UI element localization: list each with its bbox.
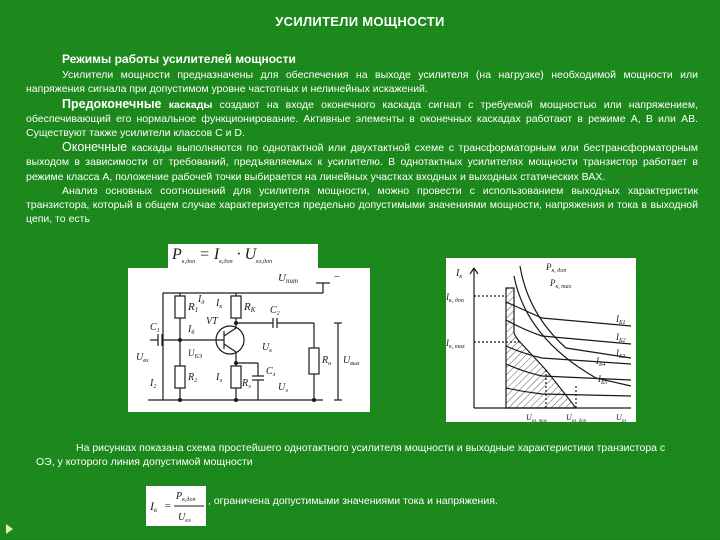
formula-p: P — [172, 246, 182, 263]
graph-label-uke-axis: $U_{кэ}$ — [616, 413, 627, 422]
paragraph-1: Усилители мощности предназначены для обеспечения на выходе усилителя (на нагрузке) необходимой мощности или напряжения сигнала при допустимом уровне частотных и нелинейных искажений. — [26, 69, 698, 96]
formula-u: U — [244, 246, 257, 263]
fb-eq: = — [164, 500, 172, 512]
figure-caption: На рисунках показана схема простейшего однотактного усилителя мощности и выходные характеристики транзистора с ОЭ, у которого линия допустимой мощности — [36, 442, 666, 469]
bottom-note: , ограничена допустимыми значениями тока и напряжения. — [208, 495, 498, 507]
graph-label-ik-max: $I_{к, max}$ — [446, 338, 465, 350]
fb-u: $U_{кэ}$ — [178, 512, 191, 524]
label-ie: $I_э$ — [216, 372, 222, 384]
paragraph-4: Анализ основных соотношений для усилителя мощности, можно провести с использованием выходных характеристик транзистора, который в общем случае характеризуется предельно допустимыми значениями мощности, напряжения и тока в выходной цепи, то есть — [26, 184, 698, 226]
label-r1: R1 — [188, 301, 199, 314]
power-limit-formula: $P_{к,доп} = I_{к,доп} \cdot U_{кэ,доп}$ — [168, 244, 318, 268]
fb-i: Iк — [150, 499, 158, 514]
label-upit: Uпит — [278, 272, 299, 285]
label-r2: $R_2$ — [188, 372, 198, 384]
label-ib: $I_б$ — [188, 324, 195, 336]
graph-label-ib3: $I_{Б3}$ — [616, 348, 626, 360]
output-characteristics-graph — [446, 258, 636, 422]
para2-lead2: каскады — [168, 98, 213, 111]
graph-label-ib2: $I_{Б2}$ — [616, 332, 626, 344]
formula-u-sub: кэ,доп — [256, 259, 273, 266]
label-minus: − — [333, 271, 341, 283]
slide-bullet-icon — [6, 524, 13, 534]
circuit-svg — [128, 268, 370, 412]
formula-i: I — [213, 246, 220, 263]
label-re: $R_э$ — [242, 378, 251, 390]
para2-text: создают на входе оконечного каскада сигнал с требуемой мощностью или напряжением, обеспечивающий его нормальное функционирование. Активные элементы в оконечных каскадах работают в режиме A, B или AB. Существуют также усилители классов C и D. — [26, 98, 698, 140]
graph-label-uke-dop: $U_{кэ, доп}$ — [566, 413, 587, 422]
label-ube: $U_{БЭ}$ — [188, 348, 202, 360]
label-uk: $U_к$ — [262, 342, 273, 354]
label-vt: VT — [206, 316, 218, 327]
power-hyperbola-formula — [146, 486, 206, 526]
label-uin: $U_{вх}$ — [136, 352, 149, 364]
label-i2: $I_2$ — [150, 378, 157, 390]
graph-label-ib1: $I_{Б1}$ — [616, 314, 626, 326]
section-subtitle: Режимы работы усилителей мощности — [62, 52, 296, 66]
formula-i-sub: к,доп — [219, 259, 233, 266]
graph-label-pk-max: $P_{к, max}$ — [550, 278, 572, 290]
label-c1: $C_1$ — [150, 322, 160, 334]
amplifier-circuit-diagram — [128, 268, 370, 412]
label-rk: RК — [244, 301, 256, 314]
label-id: $I_д$ — [198, 294, 205, 306]
body-text — [26, 52, 698, 226]
paragraph-3 — [26, 140, 698, 184]
para3-text: каскады выполняются по однотактной или двухтактной схеме с трансформаторным или бестрансформаторным выходом в зависимости от требований, предъявляемых к усилителю. В однотактных усилителях мощности транзистор работает в режиме класса A, положение рабочей точки выбирается на линейных участках входных и выходных статических ВАХ. — [26, 142, 699, 183]
formula-p-sub: к,доп — [181, 259, 196, 266]
label-ue: $U_э$ — [278, 382, 288, 394]
graph-svg — [446, 258, 636, 422]
label-ce: $C_э$ — [266, 366, 276, 378]
graph-label-ib5: $I_{Б5}$ — [598, 374, 608, 386]
label-ik: $I_к$ — [216, 298, 223, 310]
fb-p: $P_{к,доп}$ — [176, 491, 196, 503]
formula-bottom-svg — [146, 486, 206, 526]
graph-label-ik-dop: $I_{к, доп}$ — [446, 292, 464, 304]
graph-label-uke-max: $U_{кэ, max}$ — [526, 413, 548, 422]
para2-lead: Предоконечные — [62, 96, 162, 111]
page-title: УСИЛИТЕЛИ МОЩНОСТИ — [275, 14, 445, 29]
paragraph-2 — [26, 97, 698, 141]
label-uout: $U_{вых}$ — [343, 355, 360, 367]
graph-label-ik-axis: $I_к$ — [456, 268, 463, 280]
para3-lead: Оконечные — [62, 140, 128, 155]
graph-label-pk-dop: $P_{к, доп}$ — [546, 262, 567, 274]
label-c2: $C_2$ — [270, 305, 280, 317]
graph-label-ib4: $I_{Б4}$ — [596, 356, 606, 368]
label-rn: $R_н$ — [322, 355, 332, 367]
